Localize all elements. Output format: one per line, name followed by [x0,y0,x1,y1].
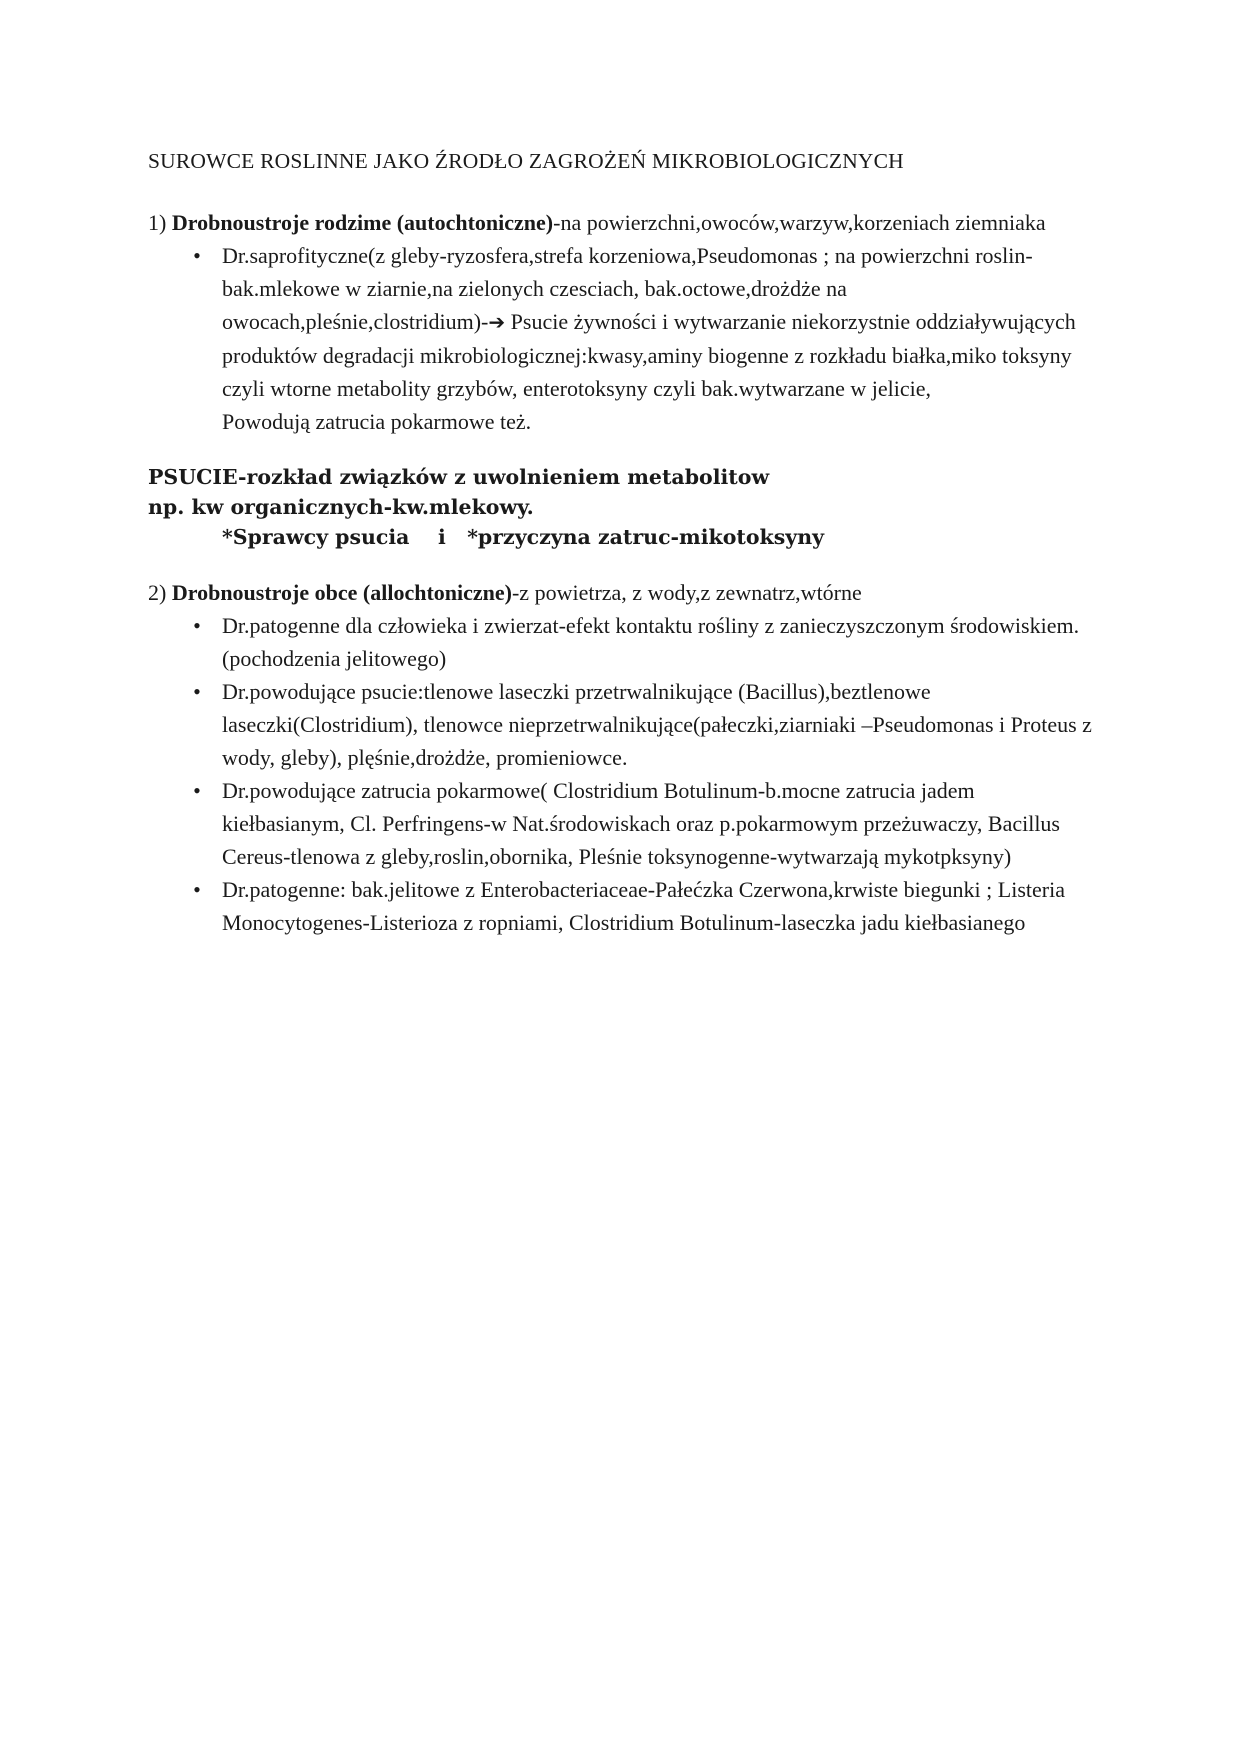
bullet-icon: • [193,613,201,638]
section-1-heading [148,206,1098,239]
section-allochthonous [148,576,1098,939]
psucie-definition [148,462,1098,552]
section-2-bullet-list [148,609,1098,939]
section-1-heading-bold: Drobnoustroje rodzime (autochtoniczne) [171,210,554,235]
bullet-icon: • [193,679,201,704]
section-autochthonous [148,206,1098,438]
list-item [193,675,1098,774]
bullet-icon: • [193,243,201,268]
section-2-heading-bold: Drobnoustroje obce (allochtoniczne) [171,580,512,605]
list-item [193,873,1098,939]
list-item [193,774,1098,873]
psucie-line-1: PSUCIE-rozkład związków z uwolnieniem metabolitow np. kw organicznych-kw.mlekowy. [148,465,770,519]
bullet-text: Dr.powodujące zatrucia pokarmowe( Clostridium Botulinum-b.mocne zatrucia jadem kiełbasianym, Cl. Perfringens-w Nat.środowiskach oraz p.pokarmowym przeżuwaczy, Bacillus Cereus-tlenowa z gleby,roslin,obornika, Pleśnie toksynogenne-wytwarzają mykotpksyny) [222,778,1060,869]
psucie-line-2: *Sprawcy psucia i *przyczyna zatruc-mikotoksyny [222,525,825,549]
section-1-bullet-list [148,239,1098,438]
section-2-heading-rest: -z powietrza, z wody,z zewnatrz,wtórne [511,580,862,605]
section-1-number: 1) [148,210,172,235]
document-body [148,146,1098,939]
list-item [193,609,1098,675]
document-title: SUROWCE ROSLINNE JAKO ŹRODŁO ZAGROŻEŃ MIKROBIOLOGICZNYCH [148,149,904,173]
bullet-text-before-arrow: Dr.saprofityczne(z gleby-ryzosfera,strefa korzeniowa,Pseudomonas ; na powierzchni roslin-bak.mlekowe w ziarnie,na zielonych czesciach, bak.octowe,drożdże na owocach,pleśnie,clostridium)- [222,243,1033,334]
list-item [193,239,1098,438]
bullet-text: Dr.powodujące psucie:tlenowe laseczki przetrwalnikujące (Bacillus),beztlenowe laseczki(Clostridium), tlenowce nieprzetrwalnikujące(pałeczki,ziarniaki –Pseudomonas i Proteus z wody, gleby), plęśnie,drożdże, promieniowce. [222,679,1092,770]
bullet-extra-line: Powodują zatrucia pokarmowe też. [222,409,532,434]
bullet-text: Dr.patogenne dla człowieka i zwierzat-efekt kontaktu rośliny z zanieczyszczonym środowiskiem.(pochodzenia jelitowego) [222,613,1080,671]
section-2-heading [148,576,1098,609]
right-arrow-icon: ➔ [488,310,506,334]
bullet-text-after-arrow: Psucie żywności i wytwarzanie niekorzystnie oddziaływujących produktów degradacji mikrobiologicznej:kwasy,aminy biogenne z rozkładu białka,miko toksyny czyli wtorne metabolity grzybów, enterotoksyny czyli bak.wytwarzane w jelicie, [222,309,1076,401]
bullet-icon: • [193,778,201,803]
section-1-heading-rest: -na powierzchni,owoców,warzyw,korzeniach ziemniaka [553,210,1046,235]
bullet-text: Dr.patogenne: bak.jelitowe z Enterobacteriaceae-Pałećzka Czerwona,krwiste biegunki ; Listeria Monocytogenes-Listerioza z ropniami, Clostridium Botulinum-laseczka jadu kiełbasianego [222,877,1065,935]
section-2-number: 2) [148,580,172,605]
bullet-icon: • [193,877,201,902]
